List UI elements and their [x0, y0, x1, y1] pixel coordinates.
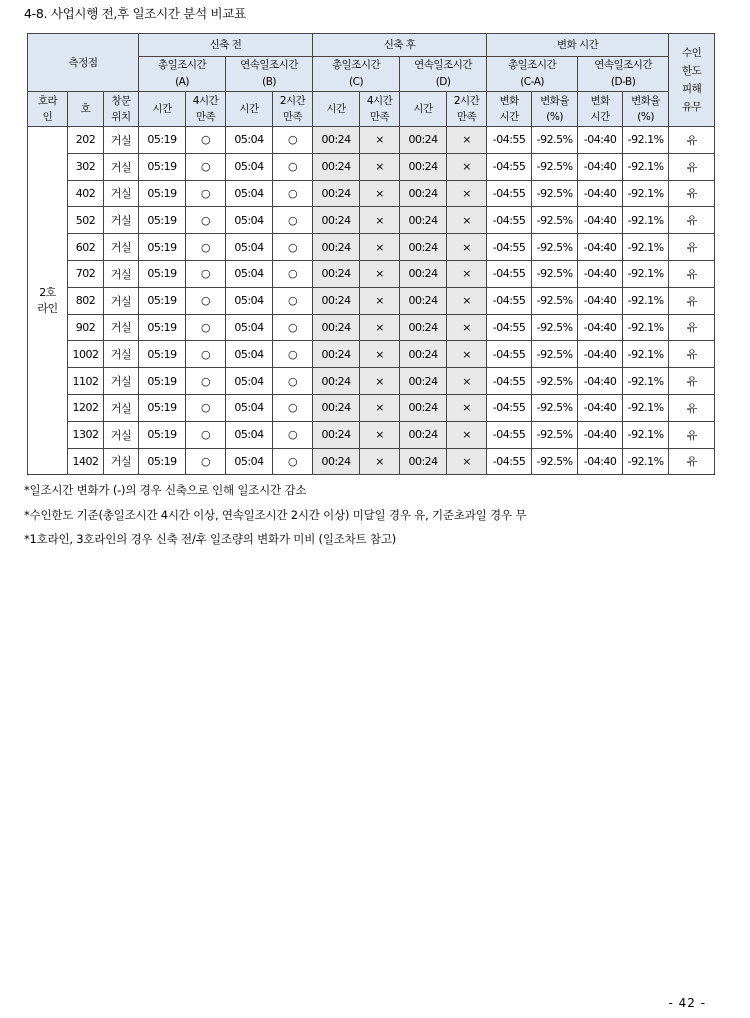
cell-sat4-a: ○	[186, 314, 226, 341]
cell-damage: 유	[669, 260, 715, 287]
cell-rate-ca: -92.5%	[532, 260, 578, 287]
cell-time-a: 05:19	[139, 421, 186, 448]
cell-sat2-d: ×	[447, 368, 487, 395]
header-sat4-c: 4시간 만족	[360, 92, 400, 127]
cell-damage: 유	[669, 368, 715, 395]
header-total-a: 총일조시간 (A)	[139, 57, 226, 92]
header-change: 변화 시간	[487, 34, 669, 57]
cell-sat4-a: ○	[186, 260, 226, 287]
cell-sat2-b: ○	[273, 448, 313, 475]
cell-damage: 유	[669, 341, 715, 368]
cell-change-ca: -04:55	[487, 180, 532, 207]
cell-time-a: 05:19	[139, 260, 186, 287]
sunlight-comparison-table	[27, 33, 715, 475]
cell-change-ca: -04:55	[487, 260, 532, 287]
cell-window: 거실	[104, 314, 139, 341]
cell-time-a: 05:19	[139, 448, 186, 475]
cell-time-a: 05:19	[139, 341, 186, 368]
cell-sat2-d: ×	[447, 341, 487, 368]
cell-sat4-c: ×	[360, 341, 400, 368]
cell-time-b: 05:04	[226, 368, 273, 395]
cell-rate-ca: -92.5%	[532, 394, 578, 421]
cell-time-c: 00:24	[313, 180, 360, 207]
cell-time-d: 00:24	[400, 207, 447, 234]
cell-rate-ca: -92.5%	[532, 448, 578, 475]
header-change-time-ca: 변화 시간	[487, 92, 532, 127]
cell-sat2-d: ×	[447, 207, 487, 234]
cell-window: 거실	[104, 448, 139, 475]
cell-window: 거실	[104, 153, 139, 180]
cell-rate-ca: -92.5%	[532, 180, 578, 207]
cell-time-c: 00:24	[313, 314, 360, 341]
cell-time-b: 05:04	[226, 341, 273, 368]
cell-rate-ca: -92.5%	[532, 368, 578, 395]
note-2: *수인한도 기준(총일조시간 4시간 이상, 연속일조시간 2시간 이상) 미달일 경우 유, 기준초과일 경우 무	[24, 507, 527, 522]
cell-time-d: 00:24	[400, 421, 447, 448]
cell-sat4-a: ○	[186, 234, 226, 261]
cell-time-a: 05:19	[139, 368, 186, 395]
cell-sat2-d: ×	[447, 153, 487, 180]
cell-ho: 502	[68, 207, 104, 234]
cell-time-b: 05:04	[226, 234, 273, 261]
cell-change-db: -04:40	[578, 180, 623, 207]
cell-time-b: 05:04	[226, 260, 273, 287]
cell-time-a: 05:19	[139, 153, 186, 180]
note-3: *1호라인, 3호라인의 경우 신축 전/후 일조량의 변화가 미비 (일조차트 참고)	[24, 532, 397, 546]
cell-sat2-d: ×	[447, 448, 487, 475]
cell-sat4-a: ○	[186, 207, 226, 234]
cell-rate-ca: -92.5%	[532, 421, 578, 448]
cell-time-d: 00:24	[400, 260, 447, 287]
cell-time-a: 05:19	[139, 207, 186, 234]
header-time-b: 시간	[226, 92, 273, 127]
table-row	[28, 341, 715, 368]
cell-sat4-a: ○	[186, 341, 226, 368]
cell-sat4-c: ×	[360, 368, 400, 395]
cell-sat2-b: ○	[273, 180, 313, 207]
table-row	[28, 421, 715, 448]
page-number: - 42 -	[668, 996, 706, 1010]
table-row	[28, 368, 715, 395]
cell-sat4-c: ×	[360, 287, 400, 314]
cell-ho: 1202	[68, 394, 104, 421]
cell-time-d: 00:24	[400, 394, 447, 421]
cell-ho: 702	[68, 260, 104, 287]
note-1: *일조시간 변화가 (-)의 경우 신축으로 인해 일조시간 감소	[24, 483, 307, 497]
cell-rate-db: -92.1%	[623, 127, 669, 154]
cell-time-c: 00:24	[313, 394, 360, 421]
cell-time-a: 05:19	[139, 127, 186, 154]
header-sat2-b: 2시간 만족	[273, 92, 313, 127]
cell-sat4-a: ○	[186, 448, 226, 475]
cell-ho: 602	[68, 234, 104, 261]
cell-ho: 1402	[68, 448, 104, 475]
cell-damage: 유	[669, 234, 715, 261]
header-ho: 호	[68, 92, 104, 127]
cell-sat2-d: ×	[447, 180, 487, 207]
table-row	[28, 127, 715, 154]
cell-window: 거실	[104, 234, 139, 261]
cell-sat2-b: ○	[273, 153, 313, 180]
cell-damage: 유	[669, 153, 715, 180]
cell-sat2-d: ×	[447, 260, 487, 287]
cell-window: 거실	[104, 180, 139, 207]
cell-sat4-c: ×	[360, 448, 400, 475]
cell-change-ca: -04:55	[487, 421, 532, 448]
cell-time-a: 05:19	[139, 394, 186, 421]
table-row	[28, 260, 715, 287]
cell-sat4-c: ×	[360, 127, 400, 154]
cell-time-b: 05:04	[226, 127, 273, 154]
header-sat2-d: 2시간 만족	[447, 92, 487, 127]
header-cont-b: 연속일조시간 (B)	[226, 57, 313, 92]
cell-change-db: -04:40	[578, 314, 623, 341]
cell-sat4-c: ×	[360, 314, 400, 341]
cell-window: 거실	[104, 287, 139, 314]
cell-time-b: 05:04	[226, 287, 273, 314]
cell-rate-ca: -92.5%	[532, 234, 578, 261]
header-time-c: 시간	[313, 92, 360, 127]
cell-sat2-d: ×	[447, 314, 487, 341]
cell-change-db: -04:40	[578, 394, 623, 421]
cell-sat4-a: ○	[186, 287, 226, 314]
header-cont-db: 연속일조시간 (D-B)	[578, 57, 669, 92]
cell-sat4-c: ×	[360, 180, 400, 207]
cell-sat2-b: ○	[273, 394, 313, 421]
cell-damage: 유	[669, 180, 715, 207]
cell-rate-db: -92.1%	[623, 341, 669, 368]
header-total-c: 총일조시간 (C)	[313, 57, 400, 92]
cell-change-ca: -04:55	[487, 394, 532, 421]
cell-sat4-a: ○	[186, 180, 226, 207]
cell-rate-db: -92.1%	[623, 260, 669, 287]
cell-change-ca: -04:55	[487, 448, 532, 475]
cell-sat2-b: ○	[273, 314, 313, 341]
cell-rate-ca: -92.5%	[532, 341, 578, 368]
cell-sat2-b: ○	[273, 127, 313, 154]
cell-sat2-d: ×	[447, 234, 487, 261]
cell-sat4-c: ×	[360, 207, 400, 234]
cell-time-a: 05:19	[139, 314, 186, 341]
cell-time-c: 00:24	[313, 421, 360, 448]
cell-change-ca: -04:55	[487, 368, 532, 395]
cell-time-d: 00:24	[400, 234, 447, 261]
cell-rate-db: -92.1%	[623, 234, 669, 261]
cell-time-b: 05:04	[226, 207, 273, 234]
cell-time-c: 00:24	[313, 127, 360, 154]
cell-change-db: -04:40	[578, 207, 623, 234]
cell-time-b: 05:04	[226, 448, 273, 475]
header-window: 창문 위치	[104, 92, 139, 127]
cell-rate-ca: -92.5%	[532, 153, 578, 180]
cell-change-ca: -04:55	[487, 153, 532, 180]
cell-time-c: 00:24	[313, 448, 360, 475]
cell-change-ca: -04:55	[487, 234, 532, 261]
cell-sat2-b: ○	[273, 287, 313, 314]
cell-rate-db: -92.1%	[623, 153, 669, 180]
header-total-ca: 총일조시간 (C-A)	[487, 57, 578, 92]
cell-sat2-b: ○	[273, 421, 313, 448]
cell-window: 거실	[104, 368, 139, 395]
table-row	[28, 234, 715, 261]
cell-change-db: -04:40	[578, 127, 623, 154]
cell-time-a: 05:19	[139, 287, 186, 314]
line-label: 2호 라인	[28, 127, 68, 475]
cell-time-c: 00:24	[313, 368, 360, 395]
table-row	[28, 287, 715, 314]
cell-window: 거실	[104, 421, 139, 448]
cell-ho: 902	[68, 314, 104, 341]
cell-rate-db: -92.1%	[623, 314, 669, 341]
cell-damage: 유	[669, 314, 715, 341]
cell-change-db: -04:40	[578, 341, 623, 368]
cell-ho: 202	[68, 127, 104, 154]
cell-ho: 1102	[68, 368, 104, 395]
cell-time-a: 05:19	[139, 234, 186, 261]
cell-sat2-d: ×	[447, 127, 487, 154]
cell-time-d: 00:24	[400, 314, 447, 341]
cell-time-c: 00:24	[313, 260, 360, 287]
header-time-a: 시간	[139, 92, 186, 127]
cell-time-d: 00:24	[400, 180, 447, 207]
cell-sat4-a: ○	[186, 421, 226, 448]
header-sat4-a: 4시간 만족	[186, 92, 226, 127]
cell-change-db: -04:40	[578, 234, 623, 261]
cell-damage: 유	[669, 394, 715, 421]
cell-change-ca: -04:55	[487, 207, 532, 234]
header-change-time-db: 변화 시간	[578, 92, 623, 127]
cell-time-b: 05:04	[226, 394, 273, 421]
header-line: 호라 인	[28, 92, 68, 127]
page-title: 4-8. 사업시행 전,후 일조시간 분석 비교표	[24, 6, 246, 21]
cell-sat4-c: ×	[360, 234, 400, 261]
cell-time-a: 05:19	[139, 180, 186, 207]
cell-change-db: -04:40	[578, 153, 623, 180]
cell-sat2-b: ○	[273, 341, 313, 368]
cell-sat2-b: ○	[273, 207, 313, 234]
cell-ho: 802	[68, 287, 104, 314]
cell-change-db: -04:40	[578, 448, 623, 475]
header-change-rate-db: 변화율 (%)	[623, 92, 669, 127]
cell-ho: 1002	[68, 341, 104, 368]
cell-time-c: 00:24	[313, 341, 360, 368]
header-suin-damage: 수인 한도 피해 유무	[669, 34, 715, 127]
cell-window: 거실	[104, 394, 139, 421]
table-row	[28, 314, 715, 341]
cell-window: 거실	[104, 127, 139, 154]
cell-sat2-d: ×	[447, 394, 487, 421]
cell-rate-db: -92.1%	[623, 287, 669, 314]
cell-change-db: -04:40	[578, 421, 623, 448]
cell-rate-ca: -92.5%	[532, 287, 578, 314]
cell-damage: 유	[669, 207, 715, 234]
cell-ho: 302	[68, 153, 104, 180]
cell-sat4-a: ○	[186, 127, 226, 154]
cell-time-d: 00:24	[400, 341, 447, 368]
cell-rate-db: -92.1%	[623, 394, 669, 421]
cell-time-d: 00:24	[400, 448, 447, 475]
cell-change-ca: -04:55	[487, 287, 532, 314]
cell-time-d: 00:24	[400, 287, 447, 314]
cell-rate-db: -92.1%	[623, 180, 669, 207]
cell-time-b: 05:04	[226, 314, 273, 341]
cell-sat2-b: ○	[273, 234, 313, 261]
cell-damage: 유	[669, 421, 715, 448]
cell-window: 거실	[104, 260, 139, 287]
cell-change-db: -04:40	[578, 368, 623, 395]
cell-sat4-a: ○	[186, 368, 226, 395]
header-after: 신축 후	[313, 34, 487, 57]
table-row	[28, 448, 715, 475]
cell-damage: 유	[669, 448, 715, 475]
cell-rate-db: -92.1%	[623, 207, 669, 234]
cell-rate-db: -92.1%	[623, 448, 669, 475]
cell-sat2-d: ×	[447, 421, 487, 448]
cell-change-db: -04:40	[578, 287, 623, 314]
cell-damage: 유	[669, 287, 715, 314]
cell-rate-ca: -92.5%	[532, 127, 578, 154]
cell-sat2-d: ×	[447, 287, 487, 314]
header-cont-d: 연속일조시간 (D)	[400, 57, 487, 92]
cell-time-b: 05:04	[226, 180, 273, 207]
cell-window: 거실	[104, 207, 139, 234]
cell-time-c: 00:24	[313, 234, 360, 261]
header-measure-point: 측정점	[28, 34, 139, 92]
cell-sat4-c: ×	[360, 394, 400, 421]
header-change-rate-ca: 변화율 (%)	[532, 92, 578, 127]
cell-sat4-a: ○	[186, 394, 226, 421]
notes	[24, 483, 526, 557]
cell-rate-ca: -92.5%	[532, 207, 578, 234]
cell-time-c: 00:24	[313, 207, 360, 234]
cell-sat4-a: ○	[186, 153, 226, 180]
table-row	[28, 394, 715, 421]
cell-damage: 유	[669, 127, 715, 154]
cell-rate-db: -92.1%	[623, 368, 669, 395]
cell-time-b: 05:04	[226, 153, 273, 180]
table-row	[28, 153, 715, 180]
cell-rate-db: -92.1%	[623, 421, 669, 448]
cell-change-ca: -04:55	[487, 314, 532, 341]
cell-change-db: -04:40	[578, 260, 623, 287]
cell-window: 거실	[104, 341, 139, 368]
cell-time-d: 00:24	[400, 153, 447, 180]
cell-sat4-c: ×	[360, 153, 400, 180]
cell-change-ca: -04:55	[487, 341, 532, 368]
cell-time-d: 00:24	[400, 127, 447, 154]
cell-time-c: 00:24	[313, 287, 360, 314]
cell-sat2-b: ○	[273, 260, 313, 287]
cell-rate-ca: -92.5%	[532, 314, 578, 341]
cell-sat4-c: ×	[360, 421, 400, 448]
cell-ho: 1302	[68, 421, 104, 448]
cell-sat2-b: ○	[273, 368, 313, 395]
cell-ho: 402	[68, 180, 104, 207]
table-row	[28, 180, 715, 207]
cell-time-c: 00:24	[313, 153, 360, 180]
table-row	[28, 207, 715, 234]
cell-change-ca: -04:55	[487, 127, 532, 154]
cell-time-b: 05:04	[226, 421, 273, 448]
header-before: 신축 전	[139, 34, 313, 57]
header-time-d: 시간	[400, 92, 447, 127]
cell-sat4-c: ×	[360, 260, 400, 287]
cell-time-d: 00:24	[400, 368, 447, 395]
